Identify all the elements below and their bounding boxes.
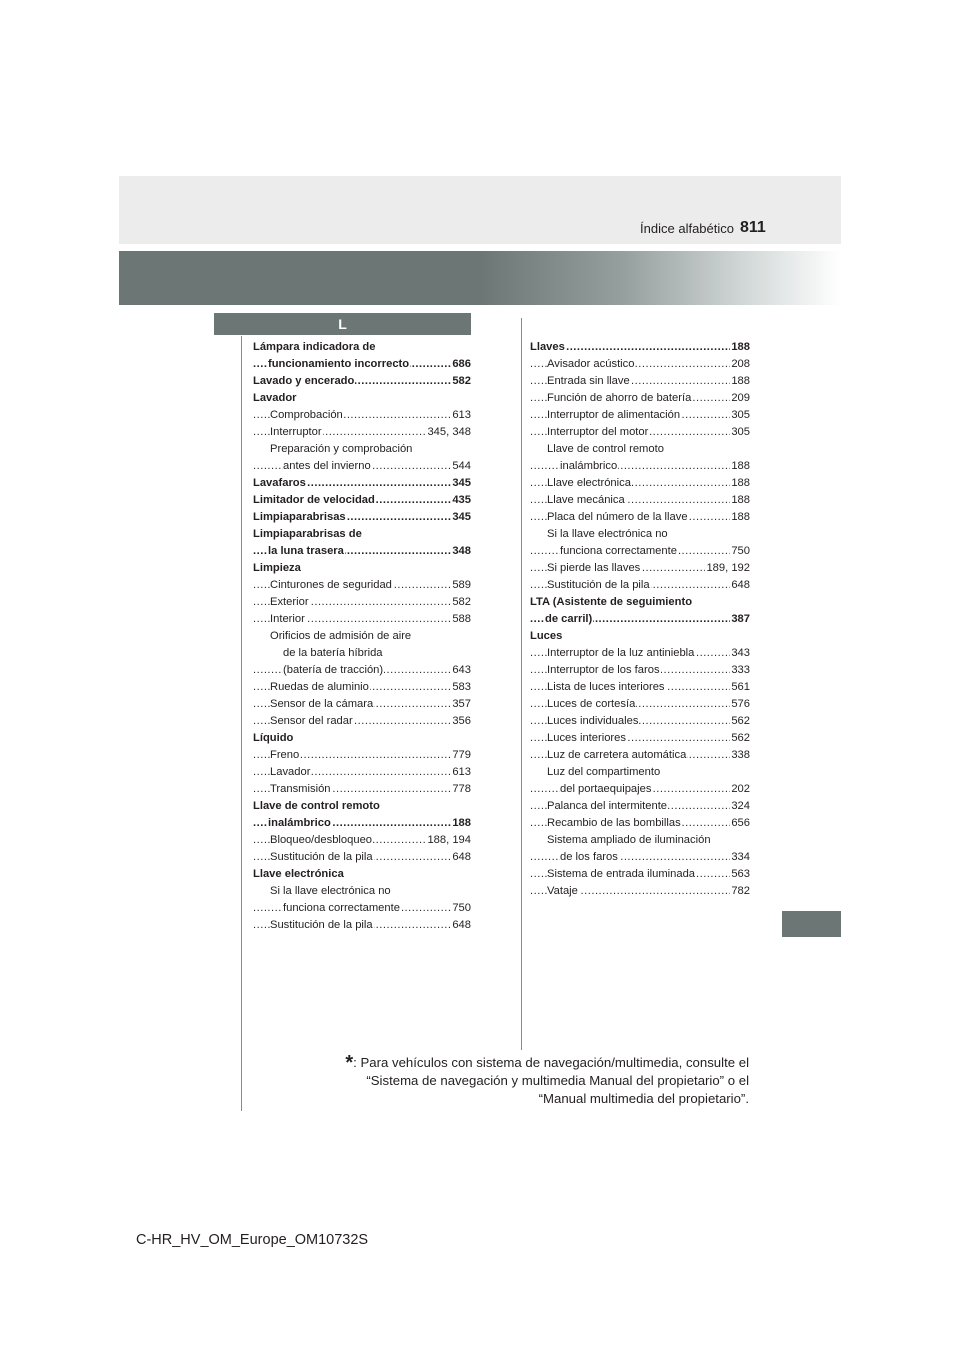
index-entry (530, 747, 750, 764)
index-entry (253, 713, 471, 730)
index-entry (253, 730, 471, 747)
index-entry-term: Sustitución de la pila (270, 919, 373, 931)
index-entry-term: Lavafaros (253, 477, 306, 489)
index-entry-term: Luces individuales (547, 715, 639, 727)
index-entry-term: Llaves (530, 341, 565, 353)
index-entry-page: 435 (451, 492, 471, 509)
index-column-2 (530, 339, 750, 900)
index-entry (530, 594, 750, 611)
index-entry-page: 588 (451, 611, 471, 628)
index-entry (253, 628, 471, 645)
index-entry (253, 492, 471, 509)
left-column-rule (241, 336, 242, 1111)
index-entry (253, 645, 471, 662)
index-entry (530, 781, 750, 798)
index-entry-term: Lavador (270, 766, 311, 778)
index-entry-term: Si pierde las llaves (547, 562, 641, 574)
index-entry-term: Llave electrónica (253, 868, 344, 880)
index-entry (530, 730, 750, 747)
index-entry-term: de carril) (545, 613, 593, 625)
index-entry-page: 333 (730, 662, 750, 679)
index-entry (530, 356, 750, 373)
index-entry-term: LTA (Asistente de seguimiento (530, 596, 693, 608)
index-entry-term: Luz del compartimento (547, 766, 661, 778)
index-entry-term: Sustitución de la pila (270, 851, 373, 863)
index-entry-term: funcionamiento incorrecto (268, 358, 410, 370)
index-entry-term: Sistema ampliado de iluminación (547, 834, 711, 846)
index-entry-page: 583 (451, 679, 471, 696)
index-entry-page: 750 (451, 900, 471, 917)
index-entry-term: Interruptor de los faros (547, 664, 660, 676)
index-entry-term: Interruptor de alimentación (547, 409, 681, 421)
index-entry-term: Limpieza (253, 562, 301, 574)
index-entry (253, 900, 471, 917)
index-entry-term: Lámpara indicadora de (253, 341, 376, 353)
index-entry (530, 764, 750, 781)
index-entry-page: 343 (730, 645, 750, 662)
page-number: 811 (740, 219, 766, 236)
index-entry-page: 561 (730, 679, 750, 696)
index-entry (253, 543, 471, 560)
index-entry (253, 390, 471, 407)
index-entry-term: Limitador de velocidad (253, 494, 375, 506)
index-entry (530, 645, 750, 662)
index-entry-term: Limpiaparabrisas (253, 511, 346, 523)
index-entry (253, 679, 471, 696)
index-entry-page: 648 (730, 577, 750, 594)
index-entry-page: 305 (730, 407, 750, 424)
index-entry-page: 202 (730, 781, 750, 798)
index-entry-page: 656 (730, 815, 750, 832)
index-entry-term: Líquido (253, 732, 294, 744)
index-entry-term: Bloqueo/desbloqueo (270, 834, 373, 846)
index-entry-page: 782 (730, 883, 750, 900)
index-entry (253, 849, 471, 866)
footnote-marker: * (345, 1052, 354, 1074)
index-entry (253, 883, 471, 900)
index-entry (530, 339, 750, 356)
index-entry-term: inalámbrico (560, 460, 618, 472)
index-entry-page: 188, 194 (426, 832, 471, 849)
index-entry-page: 345 (451, 475, 471, 492)
index-entry-page: 779 (451, 747, 471, 764)
index-entry-term: Preparación y comprobación (270, 443, 413, 455)
index-entry (530, 458, 750, 475)
index-entry (253, 526, 471, 543)
index-entry-term: Llave de control remoto (253, 800, 380, 812)
index-entry-page: 576 (730, 696, 750, 713)
index-entry-term: de la batería híbrida (283, 647, 383, 659)
side-thumb-tab (782, 911, 841, 937)
index-entry-term: la luna trasera (268, 545, 344, 557)
index-entry-page: 563 (730, 866, 750, 883)
index-entry-term: Ruedas de aluminio (270, 681, 369, 693)
index-entry-page: 387 (730, 611, 750, 628)
index-entry-page: 305 (730, 424, 750, 441)
index-entry-page: 562 (730, 713, 750, 730)
index-entry-term: Función de ahorro de batería (547, 392, 692, 404)
index-entry-page: 750 (730, 543, 750, 560)
index-entry-page: 334 (730, 849, 750, 866)
index-entry-page: 188 (451, 815, 471, 832)
index-entry-term: funciona correctamente (283, 902, 400, 914)
index-entry (253, 815, 471, 832)
index-entry (253, 747, 471, 764)
footnote-line-1: *: Para vehículos con sistema de navegación/multimedia, consulte el (345, 1052, 749, 1074)
index-entry (253, 764, 471, 781)
index-entry-term: Llave mecánica (547, 494, 625, 506)
index-entry (530, 866, 750, 883)
index-entry-page: 188 (730, 373, 750, 390)
index-entry-term: Avisador acústico (547, 358, 635, 370)
index-entry (253, 696, 471, 713)
index-entry (253, 662, 471, 679)
index-entry-term: Interior (270, 613, 305, 625)
footnote (330, 1054, 749, 1108)
index-entry-page: 544 (451, 458, 471, 475)
index-entry-term: Lavador (253, 392, 297, 404)
middle-column-rule (521, 318, 522, 1050)
index-entry-page: 686 (451, 356, 471, 373)
index-entry-term: Si la llave electrónica no (270, 885, 391, 897)
index-entry (253, 356, 471, 373)
index-entry (530, 815, 750, 832)
index-entry (530, 696, 750, 713)
index-entry (253, 475, 471, 492)
index-entry-page: 188 (730, 458, 750, 475)
index-entry-term: Sustitución de la pila (547, 579, 650, 591)
chapter-gradient-bar (119, 251, 841, 305)
index-entry-page: 188 (730, 509, 750, 526)
index-entry (530, 407, 750, 424)
index-entry-term: Luces interiores (547, 732, 626, 744)
index-entry-term: Cinturones de seguridad (270, 579, 392, 591)
index-entry-page: 348 (451, 543, 471, 560)
index-entry-term: Freno (270, 749, 300, 761)
index-entry (530, 713, 750, 730)
index-entry-page: 562 (730, 730, 750, 747)
index-entry-page: 582 (451, 373, 471, 390)
index-entry (253, 866, 471, 883)
section-title: Índice alfabético (640, 221, 734, 236)
index-entry (530, 883, 750, 900)
index-entry-term: Sensor de la cámara (270, 698, 374, 710)
index-entry-term: Si la llave electrónica no (547, 528, 668, 540)
index-entry-term: Entrada sin llave (547, 375, 630, 387)
index-entry-page: 324 (730, 798, 750, 815)
index-entry (253, 407, 471, 424)
index-entry-page: 648 (451, 849, 471, 866)
index-entry (530, 424, 750, 441)
index-entry-page: 188 (730, 475, 750, 492)
index-letter-heading: L (214, 313, 471, 335)
index-entry-page: 208 (730, 356, 750, 373)
index-entry-term: Luz de carretera automática (547, 749, 687, 761)
index-entry-term: Orificios de admisión de aire (270, 630, 412, 642)
index-entry-term: Exterior (270, 596, 309, 608)
index-entry (530, 679, 750, 696)
index-entry (530, 577, 750, 594)
index-entry (253, 339, 471, 356)
index-entry (253, 798, 471, 815)
index-entry-page: 209 (730, 390, 750, 407)
index-entry (253, 917, 471, 934)
index-entry (530, 662, 750, 679)
index-entry (253, 441, 471, 458)
index-entry-term: (batería de tracción) (283, 664, 384, 676)
index-entry (253, 424, 471, 441)
index-entry (530, 628, 750, 645)
index-entry-term: Interruptor (270, 426, 322, 438)
index-entry (253, 781, 471, 798)
index-entry-term: antes del invierno (283, 460, 371, 472)
index-entry-page: 338 (730, 747, 750, 764)
document-id: C-HR_HV_OM_Europe_OM10732S (136, 1232, 369, 1248)
index-entry (530, 526, 750, 543)
index-entry (530, 373, 750, 390)
index-entry-term: Llave de control remoto (547, 443, 664, 455)
index-entry (253, 577, 471, 594)
index-entry (530, 390, 750, 407)
index-entry-page: 643 (451, 662, 471, 679)
index-entry-term: Lavado y encerado (253, 375, 355, 387)
index-entry (530, 611, 750, 628)
index-entry-page: 188 (730, 492, 750, 509)
index-entry (253, 509, 471, 526)
index-entry (530, 560, 750, 577)
index-entry-term: Sensor del radar (270, 715, 353, 727)
index-entry-page: 356 (451, 713, 471, 730)
index-entry (530, 492, 750, 509)
footnote-line-2: “Sistema de navegación y multimedia Manual del propietario” o el (366, 1073, 749, 1088)
index-entry-term: Vataje (547, 885, 578, 897)
index-entry-term: Recambio de las bombillas (547, 817, 681, 829)
index-entry (530, 832, 750, 849)
index-entry (253, 458, 471, 475)
index-entry (530, 849, 750, 866)
index-entry-term: Transmisión (270, 783, 331, 795)
index-entry-term: Sistema de entrada iluminada (547, 868, 696, 880)
index-entry-term: Luces de cortesía (547, 698, 636, 710)
index-entry (530, 798, 750, 815)
index-entry-term: Luces (530, 630, 563, 642)
index-entry-term: Limpiaparabrisas de (253, 528, 362, 540)
index-entry (253, 560, 471, 577)
index-entry-term: de los faros (560, 851, 618, 863)
index-entry (253, 594, 471, 611)
index-entry (253, 611, 471, 628)
index-entry (530, 509, 750, 526)
index-entry-term: del portaequipajes (560, 783, 652, 795)
index-entry-page: 189, 192 (705, 560, 750, 577)
index-entry-term: Interruptor del motor (547, 426, 649, 438)
index-entry-page: 613 (451, 407, 471, 424)
index-entry-page: 613 (451, 764, 471, 781)
index-entry-term: Interruptor de la luz antiniebla (547, 647, 695, 659)
index-entry-page: 648 (451, 917, 471, 934)
index-entry (530, 441, 750, 458)
index-entry-term: Placa del número de la llave (547, 511, 688, 523)
index-entry-page: 778 (451, 781, 471, 798)
index-entry-page: 188 (730, 339, 750, 356)
index-entry (530, 475, 750, 492)
index-entry (253, 373, 471, 390)
index-entry-term: Lista de luces interiores (547, 681, 665, 693)
index-entry (253, 832, 471, 849)
footnote-line-3: “Manual multimedia del propietario”. (538, 1091, 749, 1106)
index-entry-page: 582 (451, 594, 471, 611)
index-entry-term: funciona correctamente (560, 545, 677, 557)
index-entry-page: 357 (451, 696, 471, 713)
index-entry-page: 345 (451, 509, 471, 526)
index-entry-page: 589 (451, 577, 471, 594)
index-entry-page: 345, 348 (426, 424, 471, 441)
index-column-1 (253, 339, 471, 934)
index-entry-term: Llave electrónica (547, 477, 631, 489)
index-entry-term: Comprobación (270, 409, 343, 421)
index-entry-term: inalámbrico (268, 817, 331, 829)
index-entry-term: Palanca del intermitente (547, 800, 668, 812)
index-entry (530, 543, 750, 560)
